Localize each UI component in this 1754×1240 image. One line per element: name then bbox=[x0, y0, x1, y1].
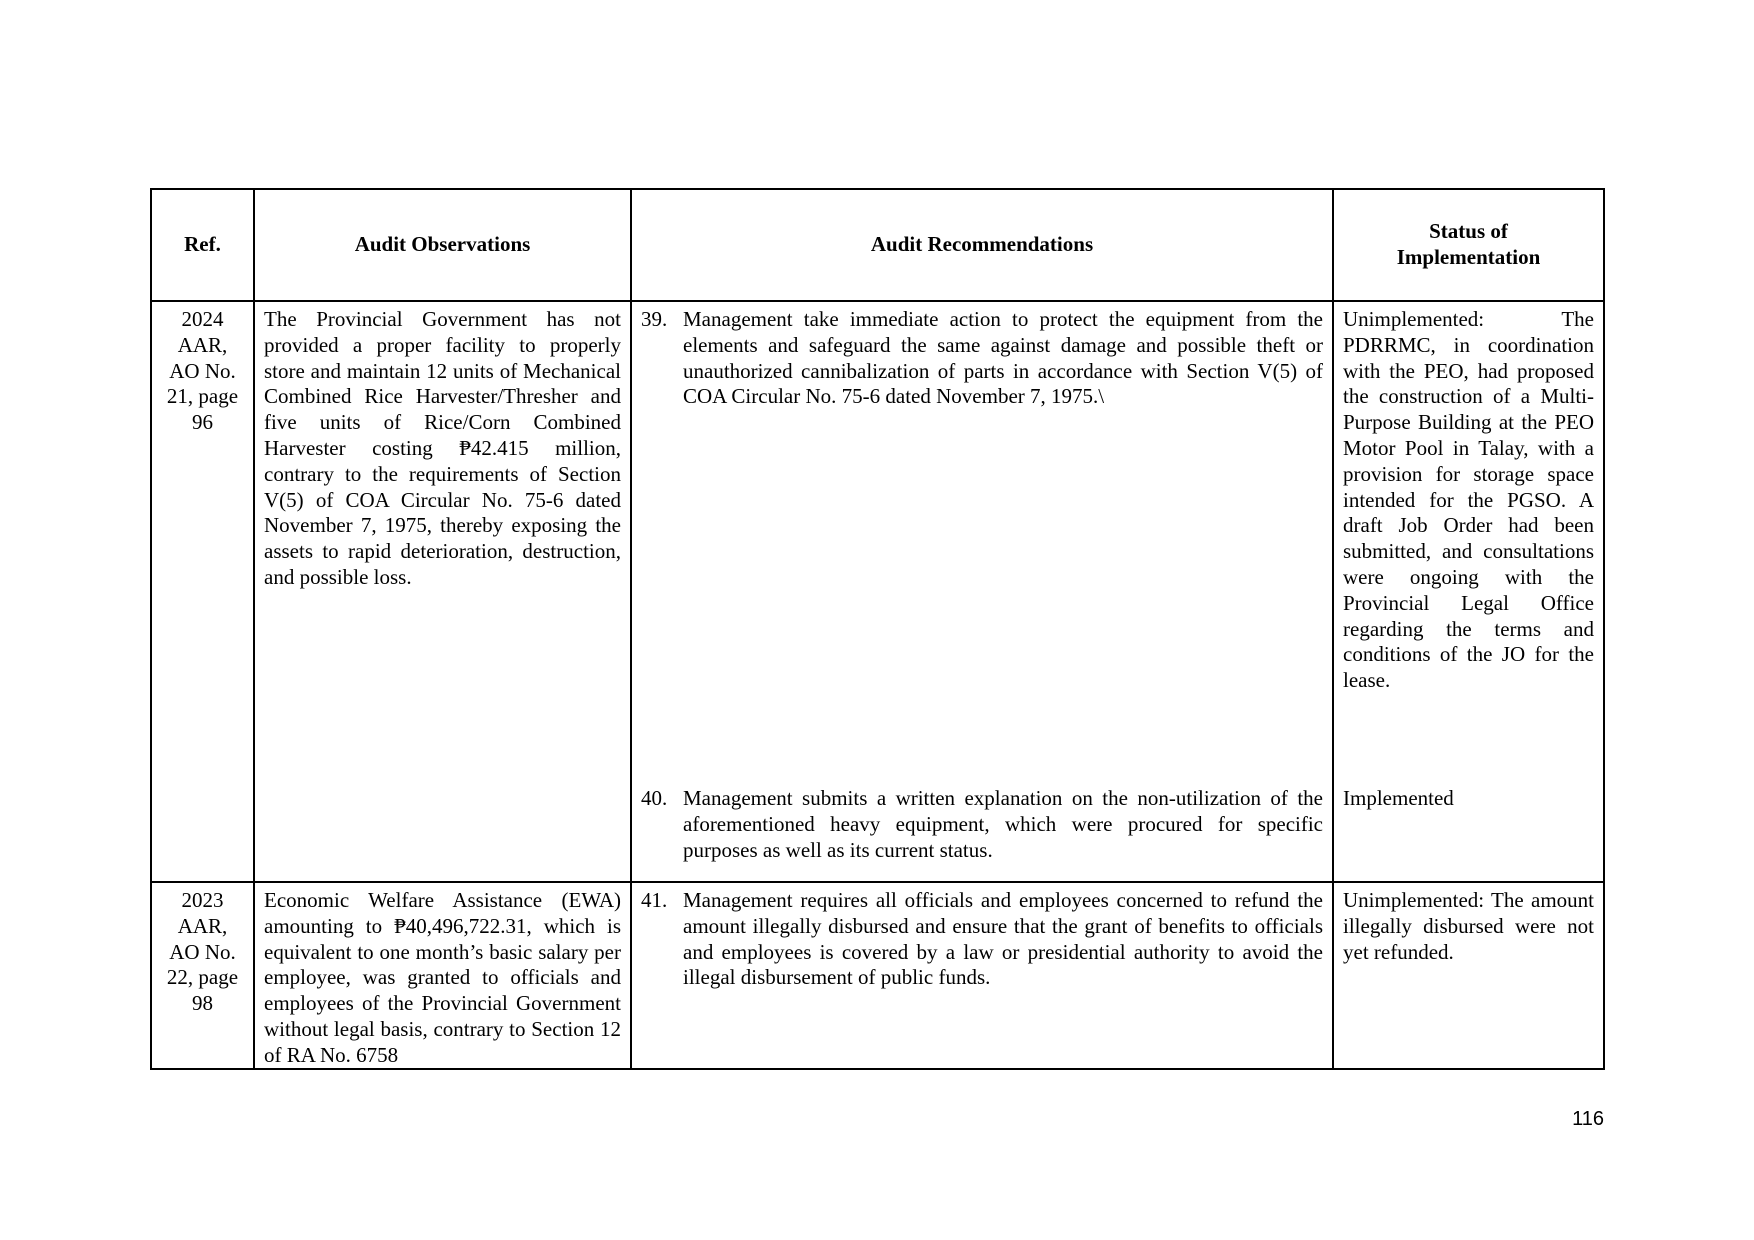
row2-observation-text: Economic Welfare Assistance (EWA) amounting to ₱40,496,722.31, which is equivalent to one month’s basic salary per employee, was granted to officials and employees of the Provincial Government without legal basis, contrary to Section 12 of RA No. 6758 bbox=[264, 888, 621, 1067]
row2-ref-text: 2023 AAR, AO No. 22, page 98 bbox=[166, 888, 239, 1016]
row2-recommendations-cell bbox=[632, 883, 1334, 1070]
header-ref bbox=[152, 190, 255, 302]
recommendation-item-39 bbox=[641, 307, 1323, 410]
audit-observations-table bbox=[150, 188, 1605, 1070]
status-unimplemented-39: Unimplemented: The PDRRMC, in coordination with the PEO, had proposed the construction of a Multi-Purpose Building at the PEO Motor Pool in Talay, with a provision for storage space intended for the PGSO. A draft Job Order had been submitted, and consultations were ongoing with the Provincial Legal Office regarding the terms and conditions of the JO for the lease. bbox=[1343, 307, 1594, 693]
row1-recommendations-cell bbox=[632, 302, 1334, 883]
recommendation-40-text: Management submits a written explanation on the non-utilization of the aforementioned heavy equipment, which were procured for specific purposes as well as its current status. bbox=[683, 786, 1323, 862]
recommendation-41-text: Management requires all officials and employees concerned to refund the amount illegally disbursed and ensure that the grant of benefits to officials and employees is covered by a law or presidential authority to avoid the illegal disbursement of public funds. bbox=[683, 888, 1323, 990]
page-number: 116 bbox=[1572, 1108, 1604, 1130]
row2-ref-cell bbox=[152, 883, 255, 1070]
header-audit-observations bbox=[255, 190, 632, 302]
status-unimplemented-41: Unimplemented: The amount illegally disbursed were not yet refunded. bbox=[1343, 888, 1594, 964]
recommendation-item-41 bbox=[641, 888, 1323, 991]
row1-observation-text: The Provincial Government has not provided a proper facility to properly store and maintain 12 units of Mechanical Combined Rice Harvester/Thresher and five units of Rice/Corn Combined Harvester costing ₱42.415 million, contrary to the requirements of Section V(5) of COA Circular No. 75-6 dated November 7, 1975, thereby exposing the assets to rapid deterioration, destruction, and possible loss. bbox=[264, 307, 621, 589]
row1-ref-text: 2024 AAR, AO No. 21, page 96 bbox=[166, 307, 239, 435]
recommendation-item-40 bbox=[641, 786, 1323, 863]
row2-status-cell bbox=[1334, 883, 1605, 1070]
header-audit-recommendations-label: Audit Recommendations bbox=[870, 232, 1094, 257]
row1-ref-cell bbox=[152, 302, 255, 883]
row1-observation-cell bbox=[255, 302, 632, 883]
header-ref-label: Ref. bbox=[184, 232, 221, 257]
recommendation-40-number: 40. bbox=[641, 786, 668, 810]
recommendation-41-number: 41. bbox=[641, 888, 668, 912]
status-implemented-40: Implemented bbox=[1343, 786, 1454, 810]
recommendation-39-number: 39. bbox=[641, 307, 668, 331]
row2-observation-cell bbox=[255, 883, 632, 1070]
row1-status-cell bbox=[1334, 302, 1605, 883]
header-audit-recommendations bbox=[632, 190, 1334, 302]
header-status-of-implementation-label: Status of Implementation bbox=[1396, 219, 1541, 269]
header-audit-observations-label: Audit Observations bbox=[354, 232, 531, 257]
header-status-of-implementation bbox=[1334, 190, 1605, 302]
recommendation-39-text: Management take immediate action to protect the equipment from the elements and safeguard the same against damage and possible theft or unauthorized cannibalization of parts in accordance with Section V(5) of COA Circular No. 75-6 dated November 7, 1975.\ bbox=[683, 307, 1323, 409]
